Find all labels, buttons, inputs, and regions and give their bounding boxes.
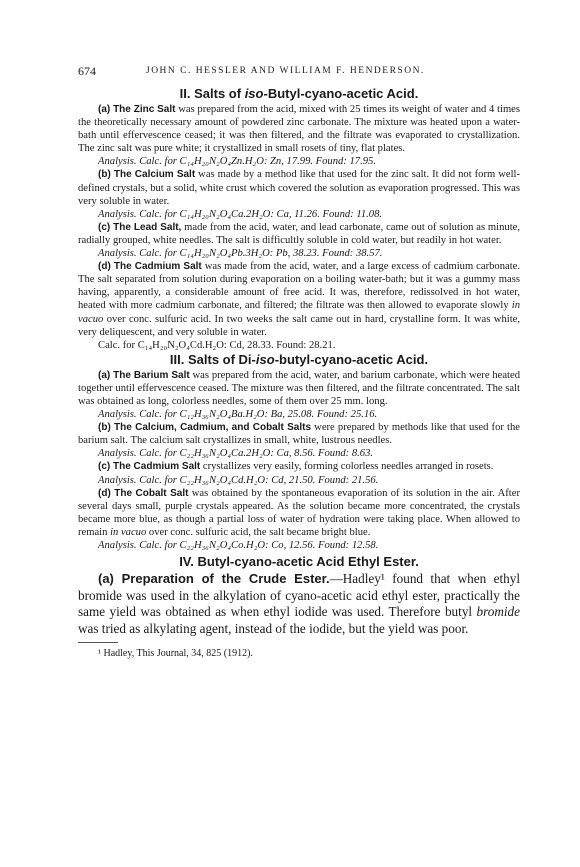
zinc-salt-analysis: Analysis. Calc. for C₁₄H₂₀N₂O₄Zn.H₂O: Zn, 17.99. Found: 17.95. [98,156,376,168]
section-title-3: III. Salts of Di-iso-butyl-cyano-acetic Acid. [169,351,429,367]
cadmium-salt-analysis-2: Analysis. Calc. for C₂₂H₃₆N₂O₄Cd.H₂O: Cd, 21.50. Found: 21.56. [98,474,379,486]
page-number: 674 [78,64,96,78]
lead-salt-analysis: Analysis. Calc. for C₁₄H₂₀N₂O₄Pb.3H₂O: Pb, 38.23. Found: 38.57. [98,248,383,260]
cadmium-salt-paragraph-2: (c) The Cadmium Salt crystallizes very easily, forming colorless needles arranged in rosets. [98,461,494,473]
calcium-salt-analysis: Analysis. Calc. for C₁₄H₂₀N₂O₄Ca.2H₂O: Ca, 11.26. Found: 11.08. [98,208,383,220]
calcium-cadmium-cobalt-paragraph: (b) The Calcium, Cadmium, and Cobalt Salts were prepared by methods like that used for the barium salt. The calcium salt crystallizes in small, white, lustrous needles. [78,422,520,447]
lead-salt-paragraph: (c) The Lead Salt, made from the acid, water, and lead carbonate, came out of solution as minute, radially grouped, white needles. The salt is difficultly soluble in cold water, but readily in hot water. [78,221,520,246]
running-title: JOHN C. HESSLER AND WILLIAM F. HENDERSON. [146,66,425,76]
crude-ester-paragraph: (a) Preparation of the Crude Ester.—Hadley¹ found that when ethyl bromide was used in the alkylation of cyano-acetic acid ethyl ester, practically the same yield was obtained as when ethyl iodide was used. Therefore butyl bromide was tried as alkylating agent, instead of the iodide, but the yield was poor. [78,571,520,636]
calcium-salt-paragraph: (b) The Calcium Salt was made by a method like that used for the zinc salt. It did not form well-defined crystals, but a solid, white crust which covered the solution as evaporation progressed. This was very soluble in water. [78,169,520,207]
section-title-2: II. Salts of iso-Butyl-cyano-acetic Acid. [179,86,419,101]
zinc-salt-paragraph: (a) The Zinc Salt was prepared from the acid, mixed with 25 times its weight of water and 4 times the theoretically necessary amount of powdered zinc carbonate. The mixture was heated upon a water-bath until effervescence ceased; it was then filtered, and the filtrate was evaporated to crystallization. The zinc salt was pure white; it crystallized in small rosets of tiny, flat plates. [78,104,521,155]
calcium-salt-analysis-2: Analysis. Calc. for C₂₂H₃₆N₂O₄Ca.2H₂O: Ca, 8.56. Found: 8.63. [98,448,374,460]
cobalt-salt-paragraph: (d) The Cobalt Salt was obtained by the spontaneous evaporation of its solution in the air. After several days small, purple crystals appeared. As the solution became more concentrated, the crystals became more blue, as though a partial loss of water of hydration were taking place. When allowed to remain in vacuo over conc. sulfuric acid, the salt became bright blue. [78,487,520,538]
footnote-rule [78,642,118,643]
cadmium-salt-analysis: Calc. for C₁₄H₂₀N₂O₄Cd.H₂O: Cd, 28.33. Found: 28.21. [98,339,336,351]
footnote: ¹ Hadley, This Journal, 34, 825 (1912). [98,648,253,660]
cobalt-salt-analysis: Analysis. Calc. for C₂₂H₃₆N₂O₄Co.H₂O: Co, 12.56. Found: 12.58. [98,540,379,551]
barium-salt-paragraph: (a) The Barium Salt was prepared from the acid, water, and barium carbonate, which were heated together until effervescence ceased. The mixture was then filtered, and the filtrate concentrated. The salt was obtained as long, colorless needles, some of them over 25 mm. long. [78,369,520,407]
cadmium-salt-paragraph: (d) The Cadmium Salt was made from the acid, water, and a large excess of cadmium carbonate. The salt separated from solution during evaporation on a boiling water-bath; but it was a gummy mass having, apparently, a considerable amount of free acid. It was, therefore, redissolved in hot water, heated with more cadmium carbonate, and filtered; the filtrate was then allowed to evaporate slowly in vacuo over conc. sulfuric acid. In two weeks the salt came out in hard, crystalline form. It was white, very deliquescent, and very soluble in water. [78,261,520,338]
crude-ester-section [78,571,520,637]
barium-salt-analysis: Analysis. Calc. for C₁₂H₃₆N₂O₄Ba.H₂O: Ba, 25.08. Found: 25.16. [98,409,378,421]
article-body [78,86,520,661]
section-title-4: IV. Butyl-cyano-acetic Acid Ethyl Ester. [179,554,419,570]
